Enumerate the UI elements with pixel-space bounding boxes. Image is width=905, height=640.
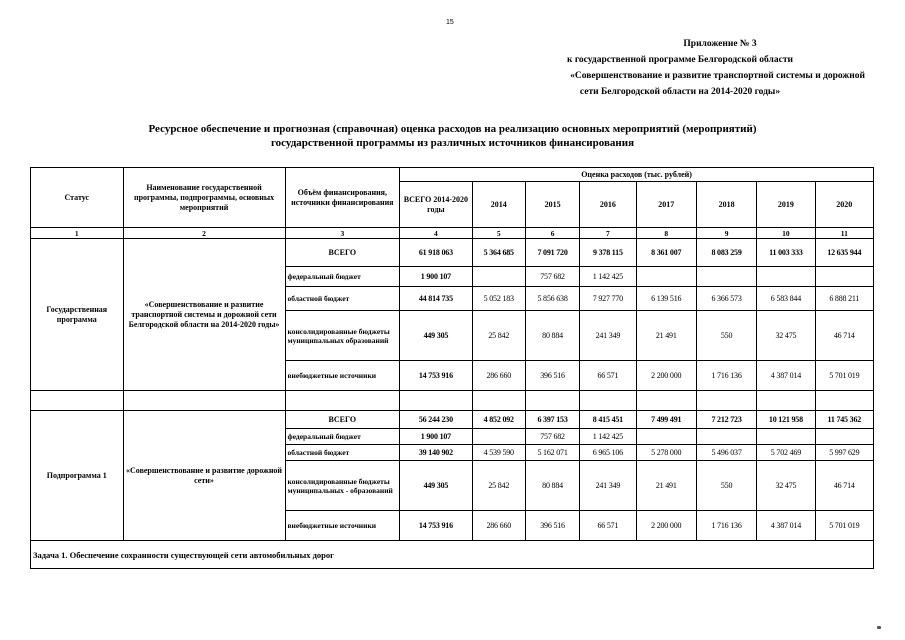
year-value: 11 745 362 xyxy=(815,411,873,429)
year-value: 6 397 153 xyxy=(525,411,579,429)
year-value: 8 083 259 xyxy=(696,239,756,267)
empty-cell xyxy=(580,391,636,411)
year-value: 1 716 136 xyxy=(696,361,756,391)
header-year: 2017 xyxy=(636,182,696,228)
appendix-line-1: к государственной программе Белгородской области xyxy=(566,55,793,65)
empty-cell xyxy=(472,391,525,411)
total-value: 14 753 916 xyxy=(400,361,472,391)
total-value: 56 244 230 xyxy=(400,411,472,429)
year-value xyxy=(757,267,815,287)
year-value: 10 121 958 xyxy=(757,411,815,429)
empty-cell xyxy=(31,391,124,411)
appendix-line-3: сети Белгородской области на 2014-2020 годы» xyxy=(579,87,781,97)
year-value: 5 052 183 xyxy=(472,287,525,311)
year-value: 5 702 469 xyxy=(757,445,815,461)
year-value: 6 888 211 xyxy=(815,287,873,311)
page-number: 15 xyxy=(446,19,454,26)
year-value: 32 475 xyxy=(757,311,815,361)
year-value: 241 349 xyxy=(580,311,636,361)
document-title xyxy=(30,122,875,150)
header-year: 2016 xyxy=(580,182,636,228)
year-value: 8 415 451 xyxy=(580,411,636,429)
year-value: 4 387 014 xyxy=(757,361,815,391)
appendix-line-2: «Совершенствование и развитие транспортной системы и дорожной xyxy=(570,71,865,81)
column-number: 3 xyxy=(285,228,400,239)
total-value: 39 140 902 xyxy=(400,445,472,461)
year-value: 9 378 115 xyxy=(580,239,636,267)
empty-cell xyxy=(285,391,400,411)
year-value: 80 884 xyxy=(525,311,579,361)
year-value: 5 496 037 xyxy=(696,445,756,461)
header-estimate: Оценка расходов (тыс. рублей) xyxy=(400,168,874,182)
total-value: 44 814 735 xyxy=(400,287,472,311)
header-year: 2015 xyxy=(525,182,579,228)
year-value: 4 852 092 xyxy=(472,411,525,429)
funding-source: областной бюджет xyxy=(285,445,400,461)
document-title-line-2: государственной программы из различных источников финансирования xyxy=(270,137,635,149)
year-value: 21 491 xyxy=(636,311,696,361)
year-value: 757 682 xyxy=(525,267,579,287)
year-value xyxy=(636,267,696,287)
year-value: 12 635 944 xyxy=(815,239,873,267)
empty-cell xyxy=(815,391,873,411)
section-name: «Совершенствование и развитие транспортной системы и дорожной сети Белгородской области на 2014-2020 годы» xyxy=(123,239,285,391)
header-year: 2018 xyxy=(696,182,756,228)
funding-source: ВСЕГО xyxy=(285,411,400,429)
funding-source: федеральный бюджет xyxy=(285,429,400,445)
header-year: 2014 xyxy=(472,182,525,228)
year-value: 5 162 071 xyxy=(525,445,579,461)
year-value: 1 142 425 xyxy=(580,429,636,445)
year-value xyxy=(696,429,756,445)
empty-cell xyxy=(123,391,285,411)
table-row xyxy=(31,411,874,429)
total-value: 449 305 xyxy=(400,311,472,361)
year-value: 5 701 019 xyxy=(815,361,873,391)
funding-source: ВСЕГО xyxy=(285,239,400,267)
year-value: 46 714 xyxy=(815,311,873,361)
column-number: 2 xyxy=(123,228,285,239)
total-value: 14 753 916 xyxy=(400,511,472,541)
year-value: 46 714 xyxy=(815,461,873,511)
year-value: 4 539 590 xyxy=(472,445,525,461)
year-value: 32 475 xyxy=(757,461,815,511)
year-value: 21 491 xyxy=(636,461,696,511)
header-year: 2020 xyxy=(815,182,873,228)
year-value: 66 571 xyxy=(580,511,636,541)
year-value xyxy=(472,267,525,287)
empty-cell xyxy=(636,391,696,411)
year-value: 1 142 425 xyxy=(580,267,636,287)
column-number: 6 xyxy=(525,228,579,239)
year-value: 11 003 333 xyxy=(757,239,815,267)
year-value xyxy=(472,429,525,445)
scan-mark xyxy=(877,626,881,629)
column-number: 1 xyxy=(31,228,124,239)
year-value xyxy=(757,429,815,445)
column-number: 8 xyxy=(636,228,696,239)
appendix-header xyxy=(445,36,865,100)
year-value: 1 716 136 xyxy=(696,511,756,541)
funding-source: консолидированные бюджеты муниципальных образований xyxy=(285,311,400,361)
column-number: 10 xyxy=(757,228,815,239)
funding-source: федеральный бюджет xyxy=(285,267,400,287)
column-number: 11 xyxy=(815,228,873,239)
column-number-row xyxy=(31,228,874,239)
year-value: 5 701 019 xyxy=(815,511,873,541)
year-value: 25 842 xyxy=(472,311,525,361)
column-number: 4 xyxy=(400,228,472,239)
year-value: 5 278 000 xyxy=(636,445,696,461)
year-value: 7 499 491 xyxy=(636,411,696,429)
year-value: 4 387 014 xyxy=(757,511,815,541)
funding-source: внебюджетные источники xyxy=(285,361,400,391)
header-total-years: ВСЕГО 2014-2020 годы xyxy=(400,182,472,228)
header-year: 2019 xyxy=(757,182,815,228)
document-title-line-1: Ресурсное обеспечение и прогнозная (справочная) оценка расходов на реализацию основных мероприятий (мероприятий) xyxy=(148,123,757,135)
total-value: 1 900 107 xyxy=(400,429,472,445)
year-value: 7 212 723 xyxy=(696,411,756,429)
year-value: 757 682 xyxy=(525,429,579,445)
year-value: 66 571 xyxy=(580,361,636,391)
year-value: 241 349 xyxy=(580,461,636,511)
year-value xyxy=(636,429,696,445)
task-row xyxy=(31,541,874,569)
year-value: 5 997 629 xyxy=(815,445,873,461)
year-value: 7 927 770 xyxy=(580,287,636,311)
funding-source: областной бюджет xyxy=(285,287,400,311)
total-value: 1 900 107 xyxy=(400,267,472,287)
total-value: 449 305 xyxy=(400,461,472,511)
year-value: 396 516 xyxy=(525,361,579,391)
year-value: 6 139 516 xyxy=(636,287,696,311)
year-value: 2 200 000 xyxy=(636,511,696,541)
spacer-row xyxy=(31,391,874,411)
header-status: Статус xyxy=(31,168,124,228)
year-value: 6 965 106 xyxy=(580,445,636,461)
year-value: 286 660 xyxy=(472,511,525,541)
header-volume: Объём финансирования, источники финансирования xyxy=(285,168,400,228)
header-name: Наименование государственной программы, подпрограммы, основных мероприятий xyxy=(123,168,285,228)
table-row xyxy=(31,239,874,267)
column-number: 9 xyxy=(696,228,756,239)
total-value: 61 918 063 xyxy=(400,239,472,267)
year-value xyxy=(815,267,873,287)
year-value: 5 364 685 xyxy=(472,239,525,267)
year-value xyxy=(815,429,873,445)
column-number: 7 xyxy=(580,228,636,239)
year-value: 286 660 xyxy=(472,361,525,391)
expenses-table xyxy=(30,167,874,569)
year-value: 5 856 638 xyxy=(525,287,579,311)
year-value: 80 884 xyxy=(525,461,579,511)
year-value: 550 xyxy=(696,311,756,361)
year-value: 550 xyxy=(696,461,756,511)
year-value: 6 366 573 xyxy=(696,287,756,311)
section-name: «Совершенствование и развитие дорожной сети» xyxy=(123,411,285,541)
year-value: 2 200 000 xyxy=(636,361,696,391)
empty-cell xyxy=(400,391,472,411)
column-number: 5 xyxy=(472,228,525,239)
empty-cell xyxy=(757,391,815,411)
year-value: 6 583 844 xyxy=(757,287,815,311)
section-status: Государственная программа xyxy=(31,239,124,391)
year-value: 8 361 007 xyxy=(636,239,696,267)
year-value: 396 516 xyxy=(525,511,579,541)
task-label: Задача 1. Обеспечение сохранности существующей сети автомобильных дорог xyxy=(31,541,874,569)
section-status: Подпрограмма 1 xyxy=(31,411,124,541)
appendix-title: Приложение № 3 xyxy=(683,39,757,49)
year-value: 7 091 720 xyxy=(525,239,579,267)
empty-cell xyxy=(696,391,756,411)
year-value xyxy=(696,267,756,287)
year-value: 25 842 xyxy=(472,461,525,511)
funding-source: внебюджетные источники xyxy=(285,511,400,541)
funding-source: консолидированные бюджеты муниципальных - образований xyxy=(285,461,400,511)
empty-cell xyxy=(525,391,579,411)
